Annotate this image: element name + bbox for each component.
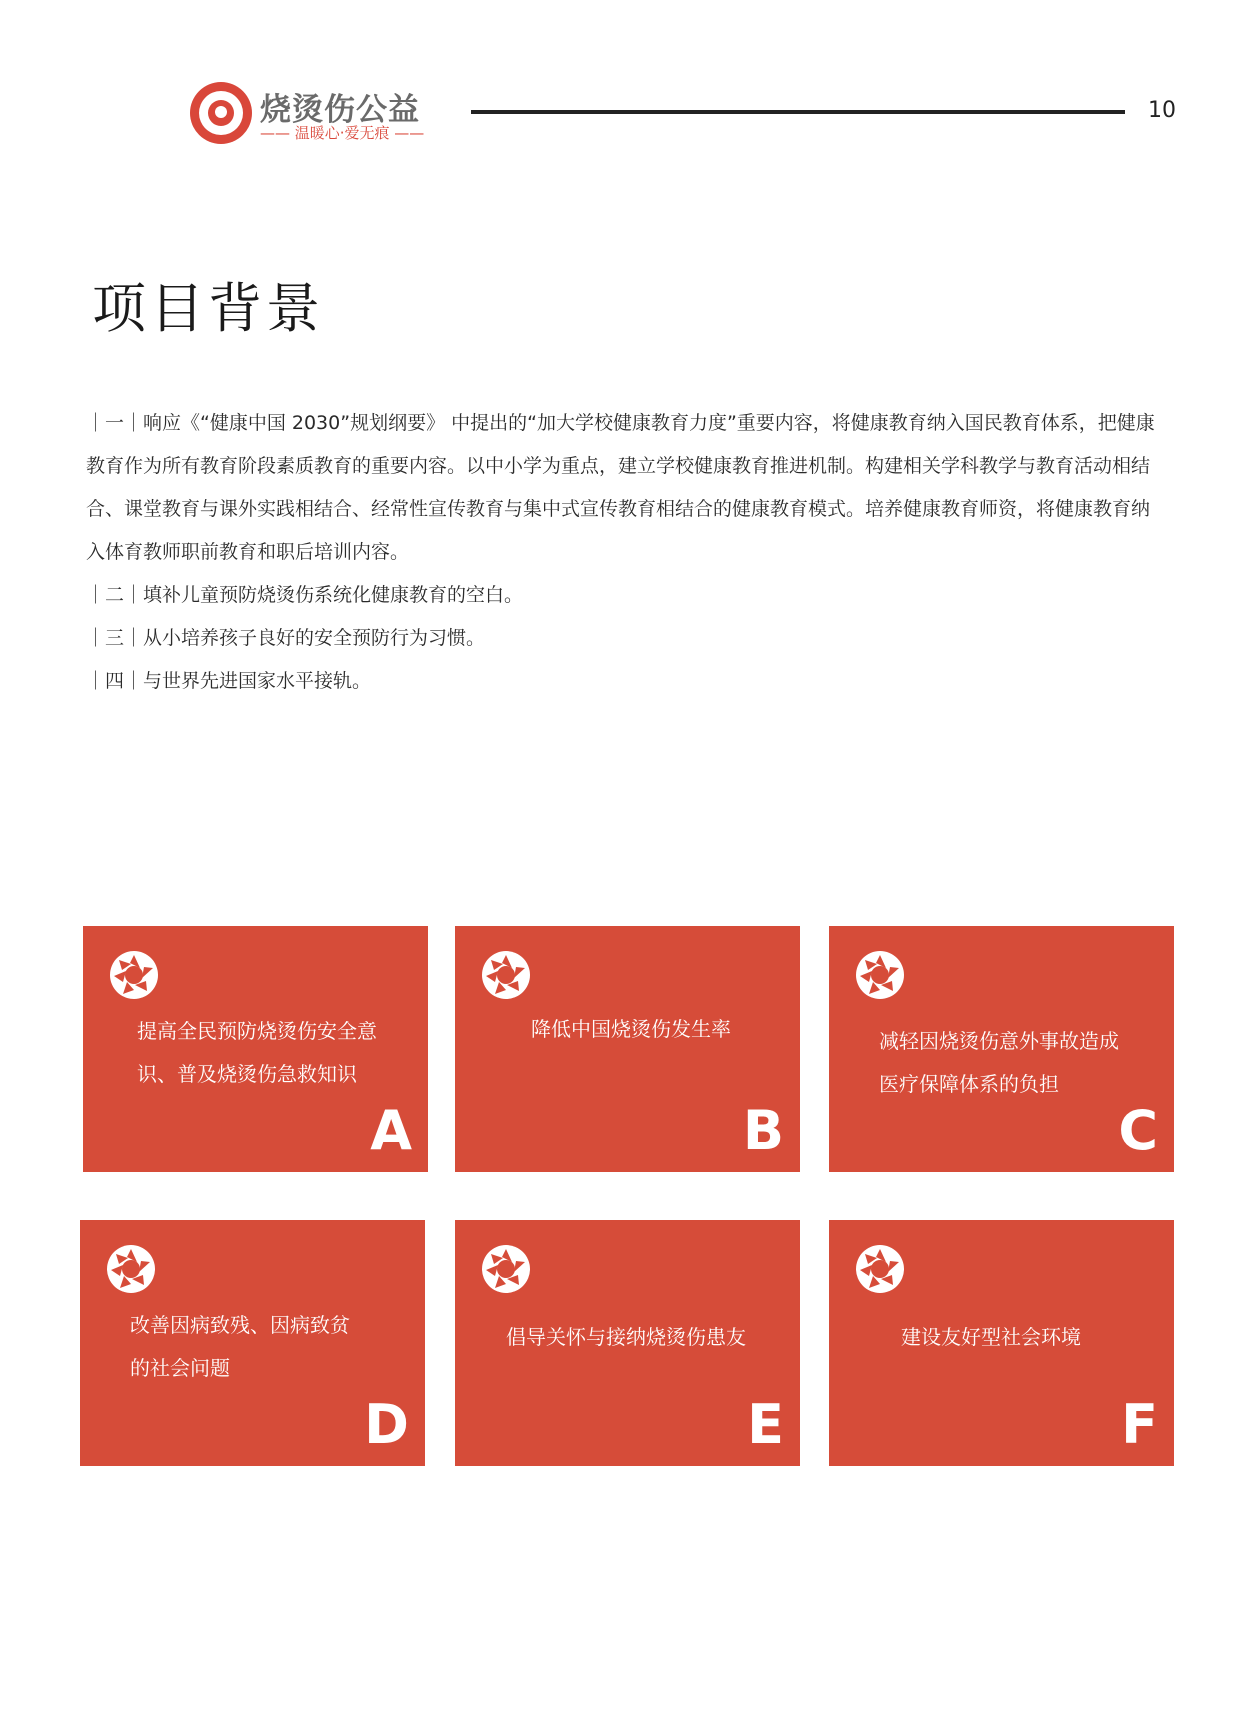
- card-text-line1: 降低中国烧烫伤发生率: [531, 1017, 731, 1041]
- goal-card-d: [80, 1220, 425, 1466]
- card-letter: D: [364, 1393, 409, 1456]
- card-text-line2: 的社会问题: [130, 1356, 230, 1380]
- page-number: 10: [1148, 98, 1176, 123]
- card-text-line1: 提高全民预防烧烫伤安全意: [137, 1019, 377, 1043]
- aperture-icon: [481, 1244, 531, 1294]
- paragraph-1: ｜一｜响应《“健康中国 2030”规划纲要》 中提出的“加大学校健康教育力度”重要内容，将健康教育纳入国民教育体系，把健康教育作为所有教育阶段素质教育的重要内容。以中小学为重点，建立学校健康教育推进机制。构建相关学科教学与教育活动相结合、课堂教育与课外实践相结合、经常性宣传教育与集中式宣传教育相结合的健康教育模式。培养健康教育师资，将健康教育纳入体育教师职前教育和职后培训内容。: [86, 412, 1155, 563]
- logo-slogan: —— 温暖心·爱无痕 ——: [260, 124, 425, 142]
- paragraph-3: ｜三｜从小培养孩子良好的安全预防行为习惯。: [86, 627, 486, 649]
- aperture-icon: [109, 950, 159, 1000]
- paragraph-2: ｜二｜填补儿童预防烧烫伤系统化健康教育的空白。: [86, 584, 524, 606]
- goal-card-e: [455, 1220, 800, 1466]
- card-letter: F: [1121, 1393, 1158, 1456]
- card-text-line1: 倡导关怀与接纳烧烫伤患友: [506, 1325, 746, 1349]
- paragraph-4: ｜四｜与世界先进国家水平接轨。: [86, 670, 372, 692]
- card-letter: C: [1118, 1099, 1158, 1162]
- page-title: 项目背景: [92, 277, 324, 340]
- goal-card-f: [829, 1220, 1174, 1466]
- logo: [190, 80, 430, 150]
- goal-card-c: [829, 926, 1174, 1172]
- aperture-icon: [106, 1244, 156, 1294]
- logo-title: 烧烫伤公益: [260, 92, 420, 128]
- aperture-icon: [481, 950, 531, 1000]
- card-letter: B: [742, 1099, 784, 1162]
- card-letter: A: [370, 1099, 412, 1162]
- aperture-icon: [855, 950, 905, 1000]
- card-text-line1: 减轻因烧烫伤意外事故造成: [879, 1029, 1119, 1053]
- card-letter: E: [747, 1393, 784, 1456]
- background-text: [86, 402, 1166, 703]
- card-text-line2: 医疗保障体系的负担: [879, 1072, 1059, 1096]
- aperture-icon: [855, 1244, 905, 1294]
- logo-emblem-icon: [190, 82, 252, 144]
- header-divider: [471, 110, 1125, 114]
- card-text-line2: 识、普及烧烫伤急救知识: [137, 1062, 357, 1086]
- goal-card-a: [83, 926, 428, 1172]
- goal-card-b: [455, 926, 800, 1172]
- card-text-line1: 改善因病致残、因病致贫: [130, 1313, 350, 1337]
- page-header: [0, 0, 1259, 170]
- card-text-line1: 建设友好型社会环境: [901, 1325, 1081, 1349]
